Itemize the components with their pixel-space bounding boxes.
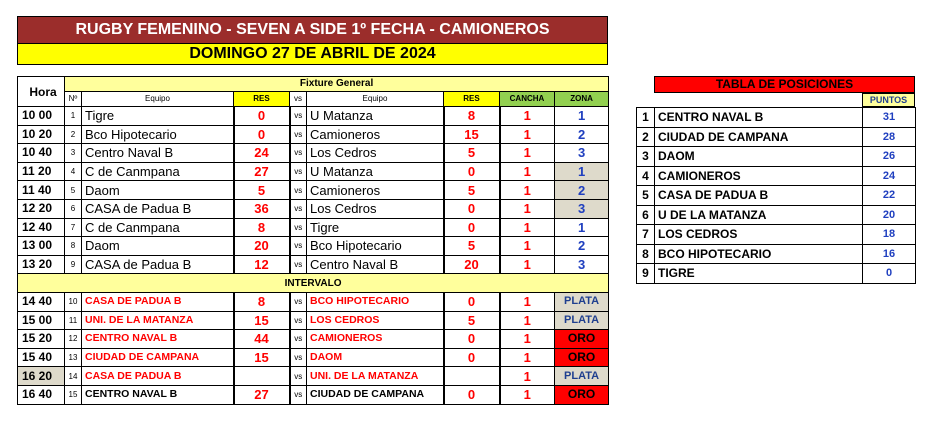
cancha-value: 1 bbox=[500, 181, 555, 200]
standing-position: 2 bbox=[637, 127, 655, 147]
cancha-value: 1 bbox=[500, 367, 555, 386]
cancha-value: 1 bbox=[500, 199, 555, 218]
match-number: 10 bbox=[65, 292, 82, 311]
match-time: 12 20 bbox=[18, 199, 65, 218]
final-match-row bbox=[18, 385, 609, 404]
standing-team: TIGRE bbox=[655, 264, 863, 284]
zona-value: 1 bbox=[555, 107, 609, 126]
home-score: 20 bbox=[234, 237, 290, 256]
res-header: RES bbox=[444, 92, 500, 107]
home-score: 15 bbox=[234, 311, 290, 330]
away-team: Centro Naval B bbox=[307, 255, 444, 274]
home-team: CASA de Padua B bbox=[82, 255, 234, 274]
team-header: Equipo bbox=[82, 92, 234, 107]
away-score bbox=[444, 367, 500, 386]
home-team: UNI. DE LA MATANZA bbox=[82, 311, 234, 330]
home-team: CENTRO NAVAL B bbox=[82, 385, 234, 404]
match-time: 11 20 bbox=[18, 162, 65, 181]
standing-position: 5 bbox=[637, 186, 655, 206]
zona-value: 2 bbox=[555, 125, 609, 144]
standing-position: 8 bbox=[637, 244, 655, 264]
standing-team: CAMIONEROS bbox=[655, 166, 863, 186]
standing-team: DAOM bbox=[655, 147, 863, 167]
standing-row bbox=[637, 186, 916, 206]
home-team: Daom bbox=[82, 237, 234, 256]
intervalo-label: INTERVALO bbox=[18, 274, 609, 293]
standing-row bbox=[637, 108, 916, 128]
match-number: 1 bbox=[65, 107, 82, 126]
away-score: 0 bbox=[444, 292, 500, 311]
home-team: CENTRO NAVAL B bbox=[82, 330, 234, 349]
standing-position: 4 bbox=[637, 166, 655, 186]
home-score bbox=[234, 367, 290, 386]
standing-team: BCO HIPOTECARIO bbox=[655, 244, 863, 264]
home-team: Bco Hipotecario bbox=[82, 125, 234, 144]
cancha-header: CANCHA bbox=[500, 92, 555, 107]
home-score: 8 bbox=[234, 218, 290, 237]
vs-label: vs bbox=[290, 255, 307, 274]
vs-label: vs bbox=[290, 311, 307, 330]
standing-row bbox=[637, 127, 916, 147]
away-team: LOS CEDROS bbox=[307, 311, 444, 330]
cancha-value: 1 bbox=[500, 218, 555, 237]
zona-value: 3 bbox=[555, 144, 609, 163]
away-score: 8 bbox=[444, 107, 500, 126]
match-time: 15 40 bbox=[18, 348, 65, 367]
standing-position: 7 bbox=[637, 225, 655, 245]
match-row bbox=[18, 199, 609, 218]
zona-value: 2 bbox=[555, 237, 609, 256]
match-number: 13 bbox=[65, 348, 82, 367]
standing-row bbox=[637, 244, 916, 264]
vs-label: vs bbox=[290, 385, 307, 404]
vs-label: vs bbox=[290, 237, 307, 256]
vs-label: vs bbox=[290, 144, 307, 163]
away-score: 0 bbox=[444, 348, 500, 367]
cancha-value: 1 bbox=[500, 162, 555, 181]
match-row bbox=[18, 237, 609, 256]
zona-value: 2 bbox=[555, 181, 609, 200]
standing-position: 1 bbox=[637, 108, 655, 128]
match-time: 13 20 bbox=[18, 255, 65, 274]
cancha-value: 1 bbox=[500, 348, 555, 367]
home-score: 36 bbox=[234, 199, 290, 218]
fixture-subheader-row bbox=[18, 92, 609, 107]
final-match-row bbox=[18, 292, 609, 311]
fixture-group-header: Fixture General bbox=[65, 77, 609, 92]
zona-badge: PLATA bbox=[555, 367, 609, 386]
positions-table bbox=[636, 107, 916, 284]
away-score: 0 bbox=[444, 385, 500, 404]
away-team: U Matanza bbox=[307, 107, 444, 126]
away-score: 5 bbox=[444, 144, 500, 163]
match-row bbox=[18, 162, 609, 181]
standing-position: 6 bbox=[637, 205, 655, 225]
standing-points: 28 bbox=[863, 127, 916, 147]
match-time: 16 40 bbox=[18, 385, 65, 404]
cancha-value: 1 bbox=[500, 107, 555, 126]
match-time: 14 40 bbox=[18, 292, 65, 311]
standing-team: CASA DE PADUA B bbox=[655, 186, 863, 206]
standing-points: 20 bbox=[863, 205, 916, 225]
standing-row bbox=[637, 147, 916, 167]
cancha-value: 1 bbox=[500, 255, 555, 274]
match-number: 4 bbox=[65, 162, 82, 181]
match-row bbox=[18, 181, 609, 200]
vs-label: vs bbox=[290, 181, 307, 200]
match-row bbox=[18, 125, 609, 144]
vs-label: vs bbox=[290, 162, 307, 181]
cancha-value: 1 bbox=[500, 385, 555, 404]
match-number: 14 bbox=[65, 367, 82, 386]
match-number: 8 bbox=[65, 237, 82, 256]
standing-points: 31 bbox=[863, 108, 916, 128]
zona-badge: ORO bbox=[555, 385, 609, 404]
match-number: 15 bbox=[65, 385, 82, 404]
final-match-row bbox=[18, 311, 609, 330]
away-score: 0 bbox=[444, 199, 500, 218]
vs-label: vs bbox=[290, 367, 307, 386]
away-team: CIUDAD DE CAMPANA bbox=[307, 385, 444, 404]
cancha-value: 1 bbox=[500, 125, 555, 144]
event-date: DOMINGO 27 DE ABRIL DE 2024 bbox=[17, 44, 608, 65]
home-score: 12 bbox=[234, 255, 290, 274]
cancha-value: 1 bbox=[500, 311, 555, 330]
away-team: Tigre bbox=[307, 218, 444, 237]
standing-team: CIUDAD DE CAMPANA bbox=[655, 127, 863, 147]
team-header: Equipo bbox=[307, 92, 444, 107]
away-team: UNI. DE LA MATANZA bbox=[307, 367, 444, 386]
standing-points: 0 bbox=[863, 264, 916, 284]
standing-position: 3 bbox=[637, 147, 655, 167]
away-score: 5 bbox=[444, 311, 500, 330]
match-row bbox=[18, 255, 609, 274]
num-header: Nº bbox=[65, 92, 82, 107]
match-time: 13 00 bbox=[18, 237, 65, 256]
match-time: 15 00 bbox=[18, 311, 65, 330]
match-time: 15 20 bbox=[18, 330, 65, 349]
match-time: 11 40 bbox=[18, 181, 65, 200]
away-team: Camioneros bbox=[307, 125, 444, 144]
standing-position: 9 bbox=[637, 264, 655, 284]
page-title: RUGBY FEMENINO - SEVEN A SIDE 1º FECHA - CAMIONEROS bbox=[17, 16, 608, 44]
zona-value: 1 bbox=[555, 162, 609, 181]
match-row bbox=[18, 107, 609, 126]
match-time: 10 40 bbox=[18, 144, 65, 163]
zona-value: 3 bbox=[555, 199, 609, 218]
match-time: 10 20 bbox=[18, 125, 65, 144]
positions-title: TABLA DE POSICIONES bbox=[654, 76, 915, 93]
zona-header: ZONA bbox=[555, 92, 609, 107]
match-row bbox=[18, 218, 609, 237]
home-score: 27 bbox=[234, 162, 290, 181]
vs-label: vs bbox=[290, 330, 307, 349]
standing-points: 26 bbox=[863, 147, 916, 167]
zona-value: 1 bbox=[555, 218, 609, 237]
standing-row bbox=[637, 264, 916, 284]
home-team: CIUDAD DE CAMPANA bbox=[82, 348, 234, 367]
away-score: 5 bbox=[444, 237, 500, 256]
match-number: 12 bbox=[65, 330, 82, 349]
match-number: 7 bbox=[65, 218, 82, 237]
home-team: C de Canmpana bbox=[82, 218, 234, 237]
standing-points: 16 bbox=[863, 244, 916, 264]
away-score: 20 bbox=[444, 255, 500, 274]
home-score: 5 bbox=[234, 181, 290, 200]
zona-badge: PLATA bbox=[555, 311, 609, 330]
cancha-value: 1 bbox=[500, 292, 555, 311]
match-number: 11 bbox=[65, 311, 82, 330]
final-match-row bbox=[18, 348, 609, 367]
vs-label: vs bbox=[290, 348, 307, 367]
away-team: Los Cedros bbox=[307, 144, 444, 163]
standing-points: 22 bbox=[863, 186, 916, 206]
away-team: Los Cedros bbox=[307, 199, 444, 218]
hora-header: Hora bbox=[18, 77, 65, 107]
standing-points: 18 bbox=[863, 225, 916, 245]
standing-team: CENTRO NAVAL B bbox=[655, 108, 863, 128]
standing-team: LOS CEDROS bbox=[655, 225, 863, 245]
away-team: Bco Hipotecario bbox=[307, 237, 444, 256]
home-score: 44 bbox=[234, 330, 290, 349]
zona-value: 3 bbox=[555, 255, 609, 274]
match-number: 9 bbox=[65, 255, 82, 274]
away-team: U Matanza bbox=[307, 162, 444, 181]
match-number: 6 bbox=[65, 199, 82, 218]
home-team: Tigre bbox=[82, 107, 234, 126]
standing-row bbox=[637, 166, 916, 186]
intervalo-row bbox=[18, 274, 609, 293]
match-time: 12 40 bbox=[18, 218, 65, 237]
away-score: 0 bbox=[444, 162, 500, 181]
away-score: 15 bbox=[444, 125, 500, 144]
zona-badge: ORO bbox=[555, 348, 609, 367]
home-score: 24 bbox=[234, 144, 290, 163]
home-team: Daom bbox=[82, 181, 234, 200]
match-number: 2 bbox=[65, 125, 82, 144]
home-score: 15 bbox=[234, 348, 290, 367]
home-score: 27 bbox=[234, 385, 290, 404]
home-team: CASA DE PADUA B bbox=[82, 367, 234, 386]
vs-label: vs bbox=[290, 107, 307, 126]
vs-label: vs bbox=[290, 292, 307, 311]
standing-row bbox=[637, 205, 916, 225]
fixture-header-row bbox=[18, 77, 609, 92]
vs-label: vs bbox=[290, 218, 307, 237]
final-match-row bbox=[18, 367, 609, 386]
standing-points: 24 bbox=[863, 166, 916, 186]
home-team: CASA DE PADUA B bbox=[82, 292, 234, 311]
away-score: 0 bbox=[444, 330, 500, 349]
standing-team: U DE LA MATANZA bbox=[655, 205, 863, 225]
away-team: BCO HIPOTECARIO bbox=[307, 292, 444, 311]
away-team: DAOM bbox=[307, 348, 444, 367]
vs-header: vs bbox=[290, 92, 307, 107]
home-score: 0 bbox=[234, 125, 290, 144]
cancha-value: 1 bbox=[500, 237, 555, 256]
vs-label: vs bbox=[290, 199, 307, 218]
away-team: Camioneros bbox=[307, 181, 444, 200]
match-time: 10 00 bbox=[18, 107, 65, 126]
home-team: CASA de Padua B bbox=[82, 199, 234, 218]
away-score: 0 bbox=[444, 218, 500, 237]
res-header: RES bbox=[234, 92, 290, 107]
puntos-header: PUNTOS bbox=[862, 93, 915, 107]
away-score: 5 bbox=[444, 181, 500, 200]
match-number: 3 bbox=[65, 144, 82, 163]
match-number: 5 bbox=[65, 181, 82, 200]
vs-label: vs bbox=[290, 125, 307, 144]
away-team: CAMIONEROS bbox=[307, 330, 444, 349]
home-score: 0 bbox=[234, 107, 290, 126]
home-team: C de Canmpana bbox=[82, 162, 234, 181]
match-time: 16 20 bbox=[18, 367, 65, 386]
standing-row bbox=[637, 225, 916, 245]
home-score: 8 bbox=[234, 292, 290, 311]
cancha-value: 1 bbox=[500, 330, 555, 349]
zona-badge: PLATA bbox=[555, 292, 609, 311]
cancha-value: 1 bbox=[500, 144, 555, 163]
home-team: Centro Naval B bbox=[82, 144, 234, 163]
match-row bbox=[18, 144, 609, 163]
fixture-table bbox=[17, 76, 609, 405]
zona-badge: ORO bbox=[555, 330, 609, 349]
final-match-row bbox=[18, 330, 609, 349]
